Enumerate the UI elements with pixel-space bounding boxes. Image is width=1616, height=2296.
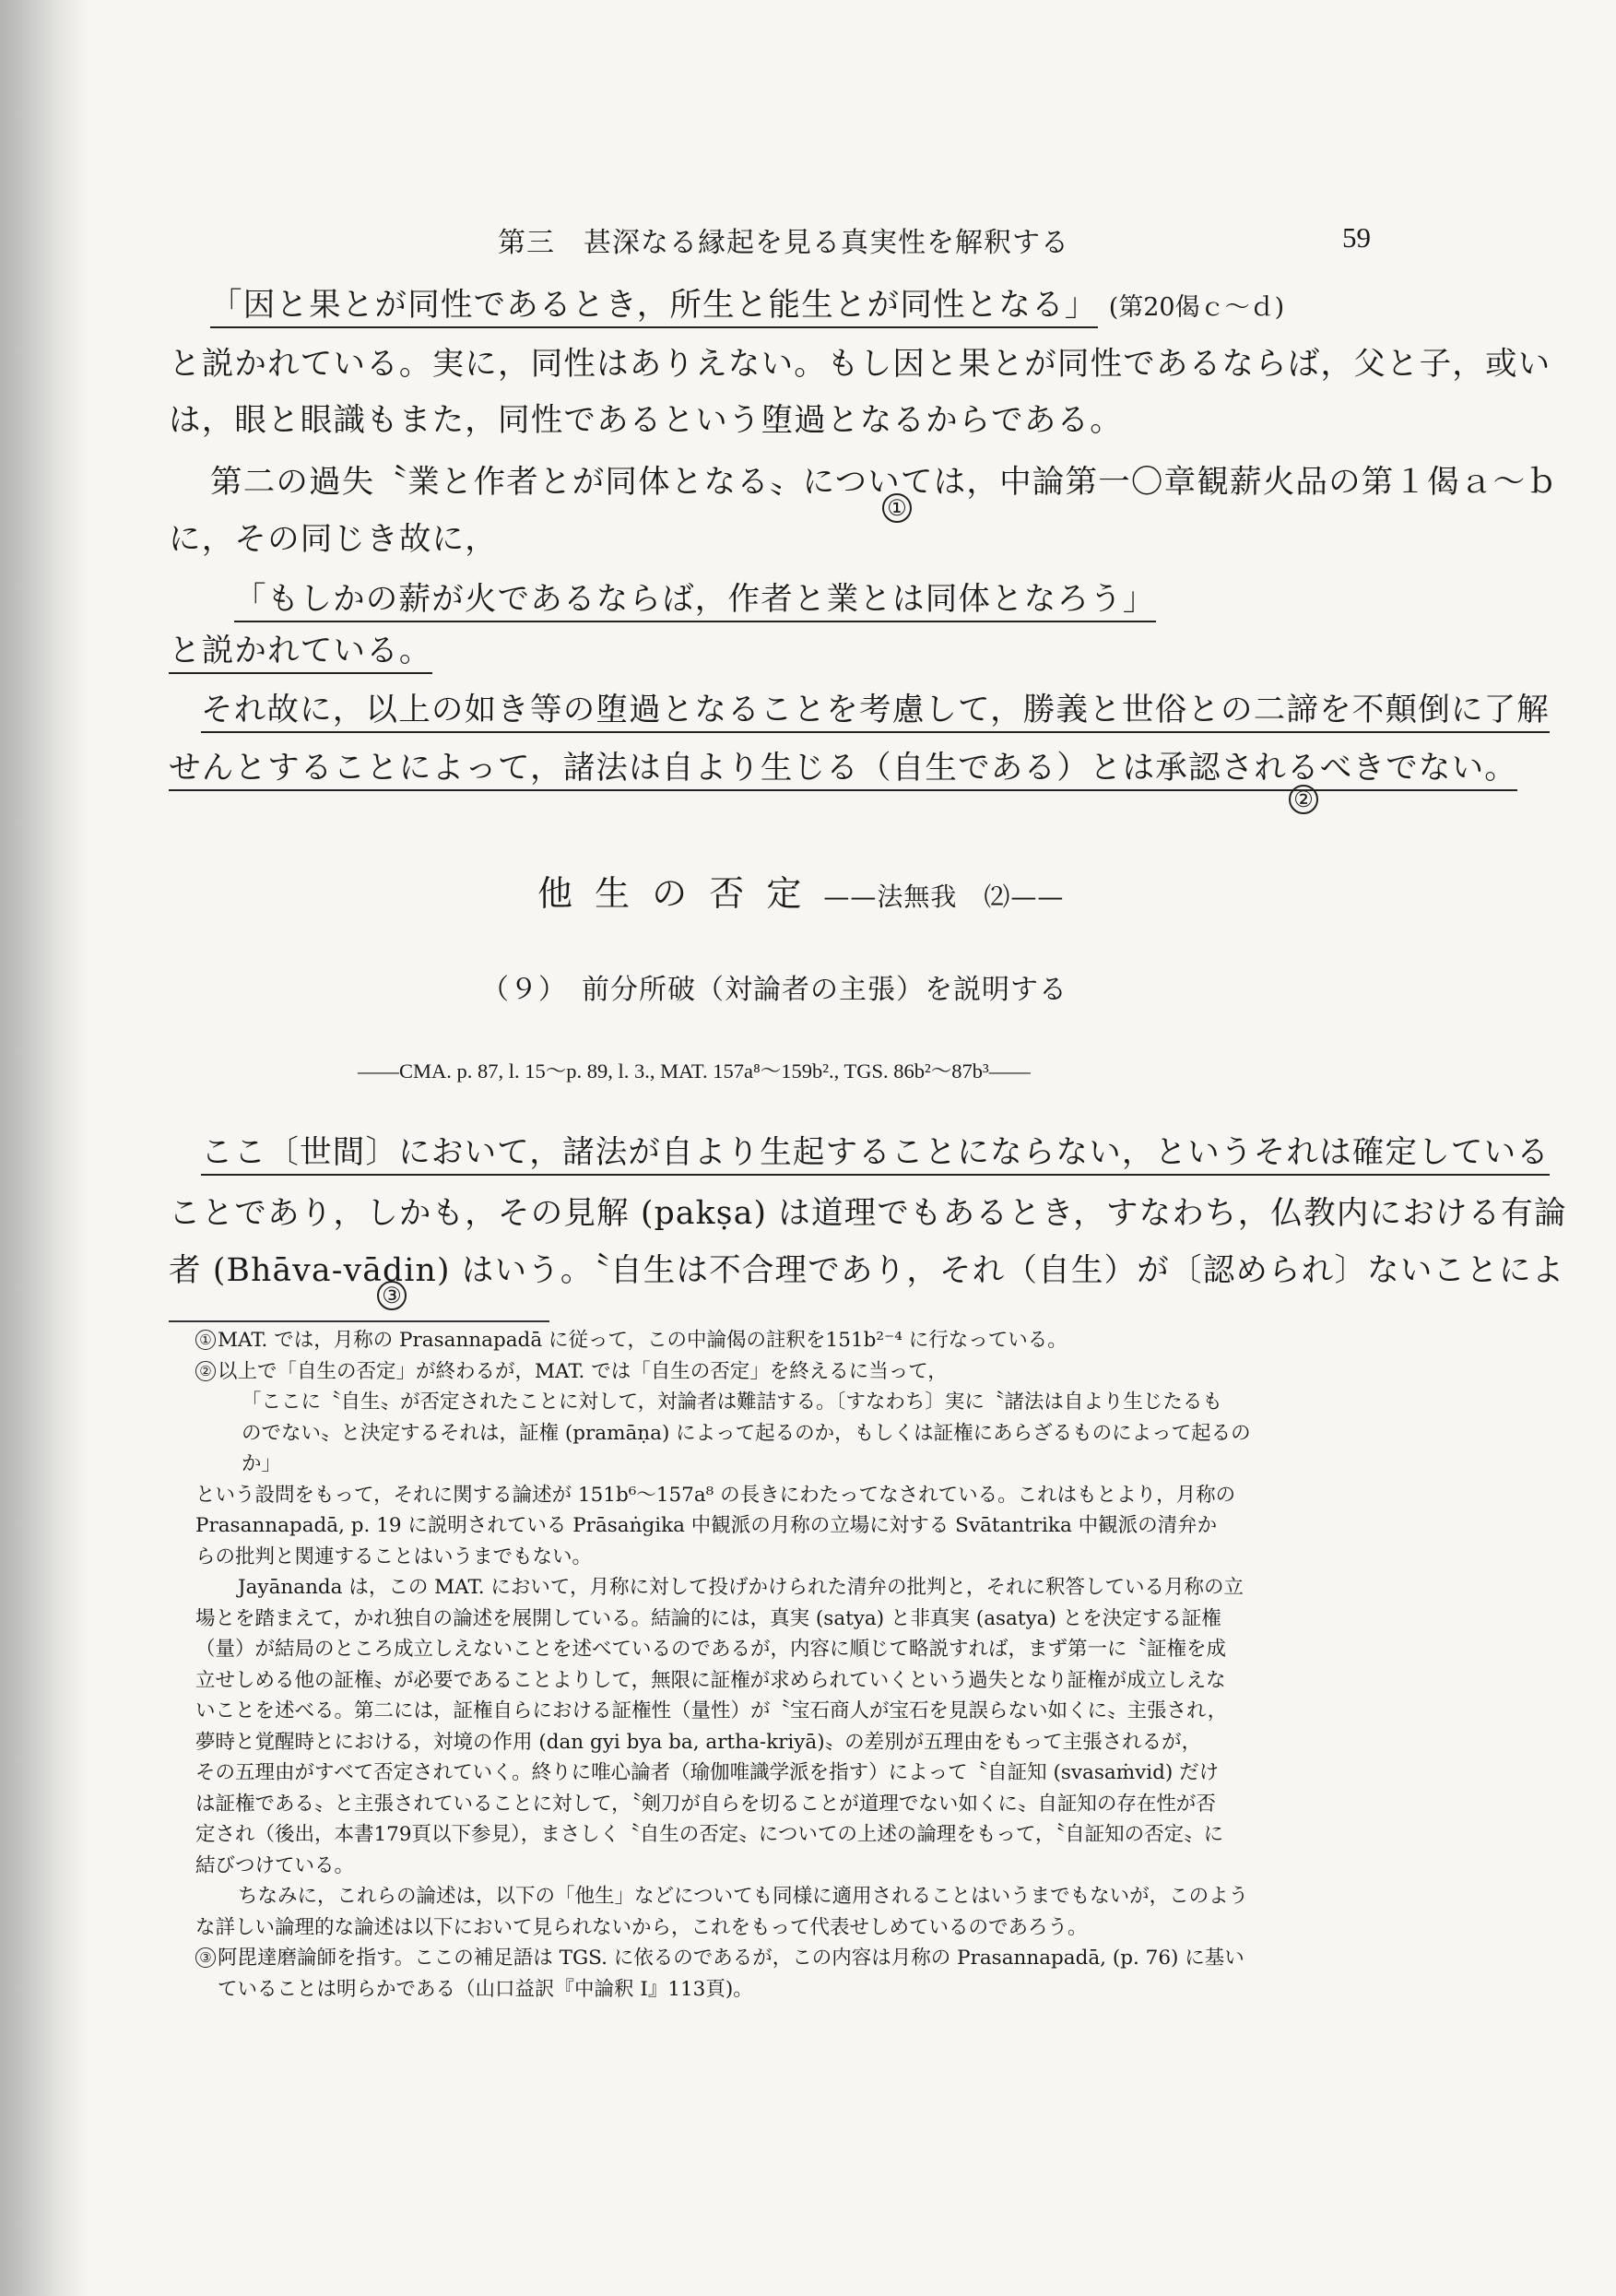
footnotes bbox=[195, 1325, 1375, 2005]
body-line-5: に，その同じき故に， bbox=[169, 521, 498, 558]
footnote-line: 夢時と覚醒時とにおける，対境の作用 (dan gyi bya ba, artha-kriyā)〟の差別が五理由をもって主張されるが， bbox=[195, 1730, 1202, 1754]
footnote-quote-line: 「ここに〝自生〟が否定されたことに対して，対論者は難詰する。〔すなわち〕実に〝諸法は自より生じたるも bbox=[242, 1391, 1222, 1414]
footnote-line: 定され（後出，本書179頁以下参見），まさしく〝自生の否定〟についての上述の論理をもって，〝自証知の否定〟に bbox=[195, 1823, 1224, 1846]
footnote-line: Jayānanda は，この MAT. において，月称に対して投げかけられた清弁の批判と，それに釈答している月称の立 bbox=[238, 1576, 1244, 1599]
verse-reference: (第20偈ｃ～ｄ) bbox=[1108, 293, 1285, 322]
section-title-main: 他 生 の 否 定 bbox=[537, 873, 808, 914]
footnote-line: ちなみに，これらの論述は，以下の「他生」などについても同様に適用されることはいうまでもないが，このよう bbox=[238, 1885, 1249, 1908]
footnote-number: ① bbox=[195, 1330, 216, 1350]
footnote-line: ていることは明らかである（山口益訳『中論釈 Ⅰ』113頁)。 bbox=[218, 1977, 753, 2001]
body-line-6 bbox=[234, 578, 1437, 621]
underlined-text: と説かれている。 bbox=[169, 633, 432, 674]
body-line-12: 者 (Bhāva-vādin) はいう。〝自生は不合理であり，それ（自生）が〔認められ〕ないことによ bbox=[169, 1252, 1565, 1289]
footnote-line: 場とを踏まえて，かれ独自の論述を展開している。結論的には，真実 (satya) と非真実 (asatya) とを決定する証権 bbox=[195, 1606, 1221, 1630]
body-line-10 bbox=[201, 1131, 1551, 1175]
subsection-title: （９） 前分所破（対論者の主張）を説明する bbox=[481, 974, 1068, 1006]
note-marker-3: ③ bbox=[377, 1281, 407, 1310]
body-line-1 bbox=[210, 284, 1413, 329]
underlined-text: せんとすることによって，諸法は自より生じる（自生である）とは承認されるべきでない。 bbox=[169, 750, 1517, 791]
body-line-7 bbox=[169, 630, 1372, 673]
footnote-quote-line: のでない〟と決定するそれは，証権 (pramāṇa) によって起るのか，もしくは証権にあらざるものによって起るの bbox=[242, 1421, 1251, 1445]
footnote-2: ② 以上で「自生の否定」が終わるが，MAT. では「自生の否定」を終えるに当って， bbox=[195, 1356, 1375, 1388]
chapter-title: 第三 甚深なる縁起を見る真実性を解釈する bbox=[498, 227, 1069, 259]
footnote-line: 結びつけている。 bbox=[195, 1853, 355, 1877]
underlined-text: ここ〔世間〕において，諸法が自より生起することにならない，というそれは確定している bbox=[201, 1134, 1550, 1176]
body-line-9 bbox=[169, 747, 1518, 790]
running-header bbox=[498, 219, 1447, 260]
footnote-divider bbox=[169, 1320, 549, 1322]
footnote-3: ③ 阿毘達磨論師を指す。ここの補足語は TGS. に依るのであるが，この内容は月称の Prasannapadā, (p. 76) に基い bbox=[195, 1943, 1375, 1974]
footnote-1: ① MAT. では，月称の Prasannapadā に従って，この中論偈の註釈を151b²⁻⁴ に行なっている。 bbox=[195, 1325, 1375, 1356]
footnote-number: ② bbox=[195, 1361, 216, 1381]
footnote-line: らの批判と関連することはいうまでもない。 bbox=[195, 1544, 593, 1568]
section-title-sub: ——法無我 ⑵—— bbox=[823, 882, 1065, 912]
footnote-line: Prasannapadā, p. 19 に説明されている Prāsaṅgika 中観派の月称の立場に対する Svātantrika 中観派の清弁か bbox=[195, 1514, 1218, 1537]
note-marker-2: ② bbox=[1289, 785, 1318, 814]
footnote-line: な詳しい論理的な論述は以下において見られないから，これをもって代表せしめているのであろう。 bbox=[195, 1915, 1088, 1939]
body-line-2: と説かれている。実に，同性はありえない。もし因と果とが同性であるならば，父と子，或い bbox=[169, 346, 1551, 383]
section-title bbox=[537, 865, 1064, 916]
footnote-line: という設問をもって，それに関する論述が 151b⁶～157a⁸ の長きにわたってなされている。これはもとより，月称の bbox=[195, 1483, 1236, 1507]
note-marker-1: ① bbox=[882, 493, 912, 523]
body-line-11: ことであり，しかも，その見解 (pakṣa) は道理でもあるとき，すなわち，仏教内における有論 bbox=[169, 1195, 1567, 1232]
body-line-4: 第二の過失〝業と作者とが同体となる〟については，中論第一〇章観薪火品の第１偈ａ～ｂ bbox=[210, 464, 1560, 501]
page-number: 59 bbox=[1342, 221, 1371, 254]
body-line-3: は，眼と眼識もまた，同性であるという堕過となるからである。 bbox=[169, 402, 1123, 439]
body-line-8 bbox=[201, 689, 1551, 732]
quote-text-2: 「もしかの薪が火であるならば，作者と業とは同体となろう」 bbox=[234, 581, 1156, 622]
footnote-quote-line: か」 bbox=[242, 1452, 282, 1475]
footnote-line: いことを述べる。第二には，証権自らにおける証権性（量性）が〝宝石商人が宝石を見誤らない如くに〟主張され， bbox=[195, 1699, 1228, 1722]
underlined-text: それ故に，以上の如き等の堕過となることを考慮して，勝義と世俗との二諦を不顛倒に了解 bbox=[201, 692, 1550, 733]
footnote-line: は証権である〟と主張されていることに対して，〝剣刀が自らを切ることが道理でない如くに〟自証知の存在性が否 bbox=[195, 1792, 1216, 1816]
footnote-line: 立せしめる他の証権〟が必要であることよりして，無限に証権が求められていくという過失となり証権が成立しえな bbox=[195, 1668, 1226, 1692]
footnote-line: （量）が結局のところ成立しえないことを述べているのであるが，内容に順じて略説すれば，まず第一に〝証権を成 bbox=[195, 1638, 1227, 1661]
reference-line: ——CMA. p. 87, l. 15～p. 89, l. 3., MAT. 157a⁸～159b²., TGS. 86b²～87b³—— bbox=[358, 1059, 1031, 1083]
footnote-number: ③ bbox=[195, 1947, 216, 1968]
scan-shadow bbox=[0, 0, 88, 2296]
footnote-line: その五理由がすべて否定されていく。終りに唯心論者（瑜伽唯識学派を指す）によって〝自証知 (svasaṁvid) だけ bbox=[195, 1761, 1220, 1784]
quote-text: 「因と果とが同性であるとき，所生と能生とが同性となる」 bbox=[210, 287, 1098, 328]
